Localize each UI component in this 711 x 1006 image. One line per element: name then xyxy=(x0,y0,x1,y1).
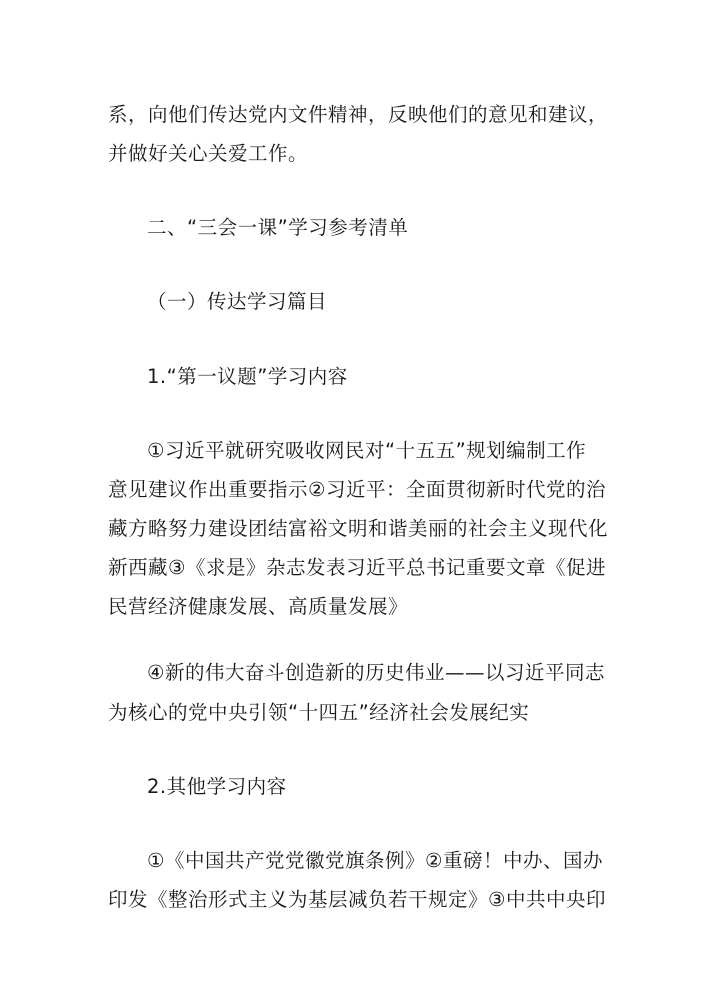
para1-line-3: 藏方略努力建设团结富裕文明和谐美丽的社会主义现代化 xyxy=(108,517,609,540)
intro-line-2: 并做好关心关爱工作。 xyxy=(108,142,309,165)
para1-line-4: 新西藏③《求是》杂志发表习近平总书记重要文章《促进 xyxy=(108,556,606,579)
intro-line-1: 系，向他们传达党内文件精神，反映他们的意见和建议， xyxy=(108,103,609,126)
para1-line-5: 民营经济健康发展、高质量发展》 xyxy=(108,595,409,618)
para3-line-1: ①《中国共产党党徽党旗条例》②重磅！中办、国办 xyxy=(147,849,603,872)
subsection-heading: （一）传达学习篇目 xyxy=(147,290,328,313)
para1-line-2: 意见建议作出重要指示②习近平：全面贯彻新时代党的治 xyxy=(108,478,606,501)
para2-line-1: ④新的伟大奋斗创造新的历史伟业——以习近平同志 xyxy=(147,661,605,684)
para2-line-2: 为核心的党中央引领“十四五”经济社会发展纪实 xyxy=(108,701,530,724)
para1-line-1: ①习近平就研究吸收网民对“十五五”规划编制工作 xyxy=(147,439,587,462)
section-heading: 二、“三会一课”学习参考清单 xyxy=(147,216,409,239)
item1-heading: 1.“第一议题”学习内容 xyxy=(147,365,348,388)
item2-heading: 2.其他学习内容 xyxy=(147,775,287,798)
para3-line-2: 印发《整治形式主义为基层减负若干规定》③中共中央印 xyxy=(108,888,606,911)
